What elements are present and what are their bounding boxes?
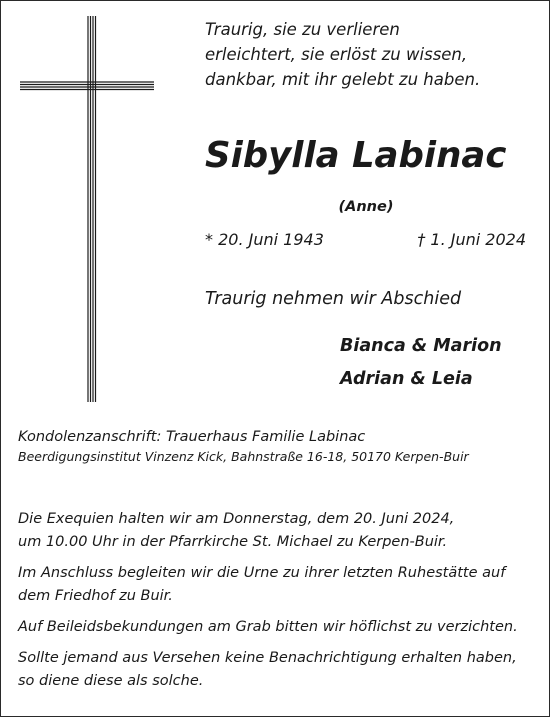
- condolence-address: [18, 427, 469, 467]
- mourner-names: Adrian & Leia: [340, 369, 473, 389]
- deceased-name: Sibylla Labinac: [205, 135, 507, 176]
- note-line: Auf Beileidsbekundungen am Grab bitten wir höflichst zu verzichten.: [18, 619, 518, 635]
- note-line: Im Anschluss begleiten wir die Urne zu ihrer letzten Ruhestätte auf: [18, 565, 506, 581]
- condolence-request-paragraph: [18, 616, 538, 639]
- notification-paragraph: [18, 647, 538, 693]
- deceased-nickname: (Anne): [338, 199, 394, 215]
- note-line: dem Friedhof zu Buir.: [18, 588, 173, 604]
- verse-line: Traurig, sie zu verlieren: [205, 20, 400, 39]
- service-paragraph: [18, 508, 538, 554]
- funeral-home-address: Beerdigungsinstitut Vinzenz Kick, Bahnstraße 16-18, 50170 Kerpen-Buir: [18, 449, 469, 464]
- mourner-names: Bianca & Marion: [340, 336, 502, 356]
- funeral-notes: [18, 508, 538, 701]
- verse-line: erleichtert, sie erlöst zu wissen,: [205, 45, 468, 64]
- note-line: Die Exequien halten wir am Donnerstag, dem 20. Juni 2024,: [18, 511, 455, 527]
- mourners: [340, 330, 502, 396]
- note-line: um 10.00 Uhr in der Pfarrkirche St. Michael zu Kerpen-Buir.: [18, 534, 448, 550]
- farewell-line: Traurig nehmen wir Abschied: [205, 289, 462, 309]
- note-line: so diene diese als solche.: [18, 673, 204, 689]
- verse: [205, 17, 535, 92]
- burial-paragraph: [18, 562, 538, 608]
- cross-icon: [18, 14, 156, 404]
- note-line: Sollte jemand aus Versehen keine Benachrichtigung erhalten haben,: [18, 650, 517, 666]
- birth-date: * 20. Juni 1943: [205, 230, 324, 249]
- death-date: † 1. Juni 2024: [417, 230, 526, 249]
- verse-line: dankbar, mit ihr gelebt zu haben.: [205, 70, 481, 89]
- condolence-line: Kondolenzanschrift: Trauerhaus Familie Labinac: [18, 429, 366, 445]
